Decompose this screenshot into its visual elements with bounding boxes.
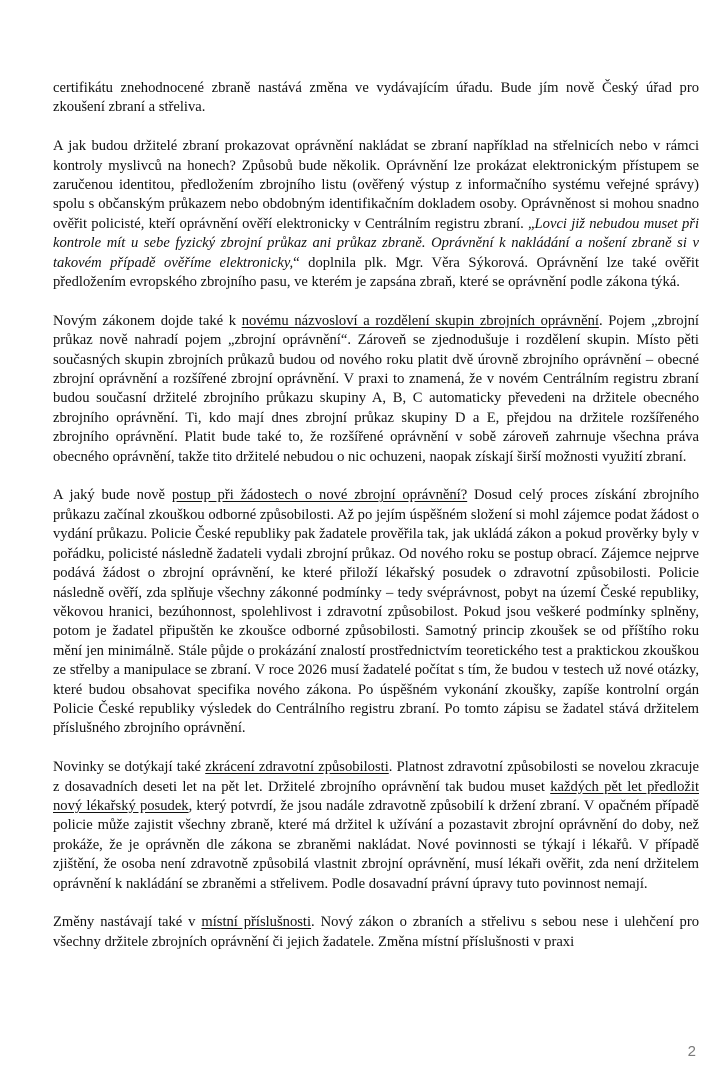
text-segment: Novinky se dotýkají také [53, 759, 206, 776]
underlined-topic: každých pět let předložit nový lékařský posudek [53, 778, 699, 814]
paragraph-local-jurisdiction [53, 913, 699, 952]
paragraph-new-terminology [53, 312, 699, 467]
text-segment: , který potvrdí, že jsou nadále zdravotně způsobilí k držení zbraní. V opačném případě policie může zajistit všechny zbraně, které má držitel k užívání a pozastavit zbrojní oprávnění do doby, než prokáže, že je oprávněn dle zákona se zbraněmi nakládat. Nové povinnosti se týkají i lékařů. V případě zjištění, že osoba není zdravotně způsobilá vlastnit zbrojní oprávnění, musí lékaři ověřit, zda není držitelem oprávnění k nakládání se zbraněmi a střelivem. Podle dosavadní právní úpravy tuto povinnost nemají. [53, 797, 699, 892]
text-segment: Novým zákonem dojde také k [53, 312, 242, 329]
text-segment: . Nový zákon o zbraních a střelivu s sebou nese i ulehčení pro všechny držitele zbrojních oprávnění či jejich žadatele. Změna místní příslušnosti v praxi [53, 914, 699, 950]
text-segment: . Platnost zdravotní způsobilosti se novelou zkracuje z dosavadních deseti let na pět let. Držitelé zbrojního oprávnění tak budou muset [53, 759, 699, 795]
underlined-topic: postup při žádostech o nové zbrojní oprávnění? [171, 487, 468, 504]
underlined-topic: novému názvosloví a rozdělení skupin zbrojních oprávnění [241, 312, 599, 329]
text-segment: “ doplnila plk. Mgr. Věra Sýkorová. Oprávnění lze také ověřit předložením evropského zbrojního pasu, ve kterém je zapsána zbraň, které se oprávnění podle zákona týká. [53, 254, 699, 291]
text-segment: . Pojem „zbrojní průkaz nově nahradí pojem „zbrojní oprávnění“. Zároveň se zjednodušuje i rozdělení skupin. Místo pěti současných skupin zbrojních průkazů budou od nového roku platit dvě úrovně zbrojního oprávnění – obecné zbrojní oprávnění a rozšířené zbrojní oprávnění. V praxi to znamená, že v novém Centrálním registru zbraní budou současní držitelé zbrojního průkazu skupiny A, B, C automaticky převedeni na držitele obecného zbrojního oprávnění. Ti, kdo mají dnes zbrojní průkaz skupiny D a E, přejdou na držitele rozšířeného zbrojního oprávnění. Platit bude také to, že rozšířené oprávnění v sobě zároveň zahrnuje všechna práva obecného oprávnění, takže tito držitelé nebudou o nic ochuzeni, naopak získají širší možnosti využití zbraní. [53, 312, 699, 465]
text-segment: Dosud celý proces získání zbrojního průkazu začínal zkouškou odborné způsobilosti. Až po jejím úspěšném složení si mohl zájemce podat žádost o vydání průkazu. Policie České republiky pak žadatele prověřila tak, jak ukládá zákon a pokud prověrky byly v pořádku, policisté následně žadateli vydali zbrojní průkaz. Od nového roku se postup obrací. Zájemce nejprve podává žádost o zbrojní oprávnění, ke které přiloží lékařský posudek o zdravotní způsobilosti. Policie následně ověří, zda splňuje všechny zákonné podmínky – tedy svéprávnost, pobyt na území České republiky, věkovou hranici, bezúhonnost, spolehlivost i zdravotní způsobilost. Pokud jsou veškeré podmínky splněny, potom je žadatel připuštěn ke zkoušce odborné způsobilosti. Samotný princip zkoušek se od příštího roku mění jen minimálně. Stále půjde o prokázání znalostí prostřednictvím teoretického test a praktickou zkouškou ze střelby a manipulace se zbraní. V roce 2026 musí žadatelé počítat s tím, že budou v testech už nové otázky, které budou obsahovat specifika nového zákona. Po úspěšném vykonání zkoušky, zapíše kontrolní orgán Policie České republiky výsledek do Centrálního registru zbraní. Po tomto zápisu se žadatel stává držitelem příslušného zbrojního oprávnění. [53, 487, 699, 737]
page-number: 2 [687, 1043, 696, 1060]
paragraph-application-procedure [53, 486, 699, 738]
paragraph-health-fitness [53, 758, 699, 894]
underlined-topic: místní příslušnosti [201, 914, 312, 931]
paragraph-weapon-certificate-authority [53, 79, 699, 118]
underlined-topic: zkrácení zdravotní způsobilosti [205, 759, 389, 776]
text-segment: certifikátu znehodnocené zbraně nastává změna ve vydávajícím úřadu. Bude jím nově Český úřad pro zkoušení zbraní a střeliva. [53, 80, 699, 116]
document-page [53, 79, 699, 972]
text-segment: A jaký bude nově [53, 487, 172, 504]
text-segment: A jak budou držitelé zbraní prokazovat oprávnění nakládat se zbraní například na střelnicích nebo v rámci kontroly myslivců na honech? Způsobů bude několik. Oprávnění lze prokázat elektronickým přístupem se zaručenou identitou, předložením zbrojního listu (ověřený výstup z informačního systému veřejné správy) spolu s občanským průkazem nebo obdobným identifikačním dokladem osoby. Oprávněnost si mohou snadno ověřit policisté, kteří oprávnění ověří elektronicky v Centrálním registru zbraní. „ [53, 138, 699, 232]
paragraph-proving-authorization [53, 137, 699, 292]
quote-text: Lovci již nebudou muset při kontrole mít u sebe fyzický zbrojní průkaz ani průkaz zbraně. Oprávnění k nakládání a nošení zbraně si v takovém případě ověříme elektronicky, [53, 215, 699, 271]
text-segment: Změny nastávají také v [53, 914, 202, 931]
